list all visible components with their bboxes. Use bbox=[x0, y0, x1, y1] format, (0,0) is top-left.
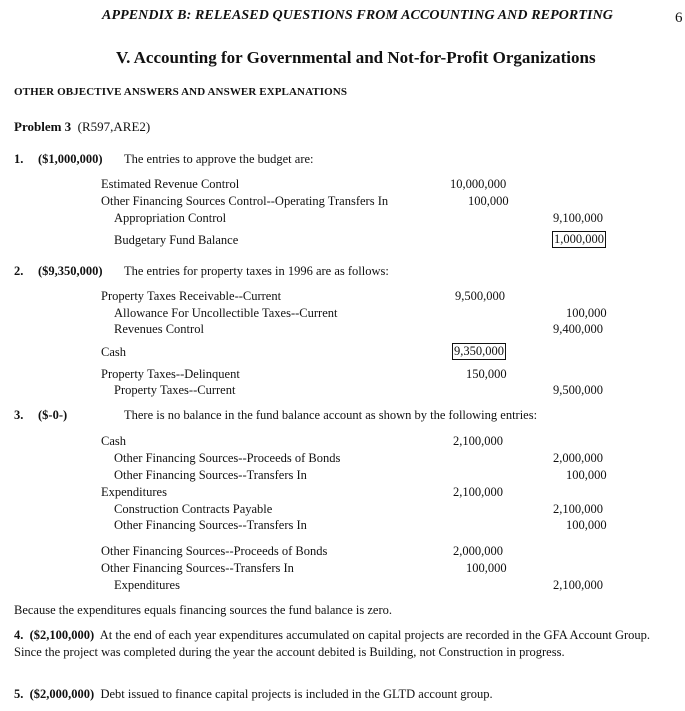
q2-entry-account: Property Taxes Receivable--Current bbox=[101, 289, 282, 303]
q1-entry-account: Other Financing Sources Control--Operating Transfers In bbox=[101, 194, 389, 208]
q3-entry-account: Expenditures bbox=[114, 578, 180, 592]
q4-number: 4. bbox=[14, 628, 24, 642]
running-header: APPENDIX B: RELEASED QUESTIONS FROM ACCOUNTING AND REPORTING bbox=[102, 8, 613, 23]
q3-entry-account: Other Financing Sources--Transfers In bbox=[101, 561, 294, 575]
q3-entry-account: Expenditures bbox=[101, 485, 167, 499]
q3-entry-credit: 100,000 bbox=[566, 468, 607, 482]
q3-entry-account: Other Financing Sources--Proceeds of Bonds bbox=[101, 544, 328, 558]
q1-number: 1. bbox=[14, 152, 24, 166]
q1-answer-box: 1,000,000 bbox=[554, 232, 604, 246]
q3-entry-account: Other Financing Sources--Transfers In bbox=[114, 468, 307, 482]
q2-entry-debit: 150,000 bbox=[466, 367, 507, 381]
q2-entry-credit: 9,400,000 bbox=[553, 322, 603, 336]
page-number: 6 bbox=[675, 10, 683, 26]
q3-intro: There is no balance in the fund balance account as shown by the following entries: bbox=[124, 408, 538, 422]
q1-entry-credit: 9,100,000 bbox=[553, 211, 603, 225]
q4-text: At the end of each year expenditures accumulated on capital projects are recorded in the GFA Account Group. Since the project was completed during the year the account debited is Building, not Construction in progress. bbox=[14, 628, 651, 659]
q1-entry-account: Appropriation Control bbox=[114, 211, 227, 225]
q3-entry-debit: 2,000,000 bbox=[453, 544, 503, 558]
q3-entry-debit: 100,000 bbox=[466, 561, 507, 575]
q3-entry-credit: 100,000 bbox=[566, 518, 607, 532]
q3-number: 3. bbox=[14, 408, 24, 422]
q2-entry-account: Property Taxes--Current bbox=[114, 383, 236, 397]
q3-entry-credit: 2,100,000 bbox=[553, 578, 603, 592]
q2-number: 2. bbox=[14, 264, 24, 278]
q1-intro: The entries to approve the budget are: bbox=[124, 152, 314, 166]
q2-answer-box: 9,350,000 bbox=[454, 344, 504, 358]
q2-entry-credit: 100,000 bbox=[566, 306, 607, 320]
q3-entry-account: Construction Contracts Payable bbox=[114, 502, 273, 516]
problem-label bbox=[14, 119, 150, 135]
page-title: V. Accounting for Governmental and Not-for-Profit Organizations bbox=[116, 48, 596, 67]
q1-entry-account: Budgetary Fund Balance bbox=[114, 233, 239, 247]
q2-entry-account: Revenues Control bbox=[114, 322, 204, 336]
q1-entry-account: Estimated Revenue Control bbox=[101, 177, 240, 191]
q2-entry-credit: 9,500,000 bbox=[553, 383, 603, 397]
problem-code: (R597,ARE2) bbox=[77, 119, 151, 134]
q3-entry-debit: 2,100,000 bbox=[453, 434, 503, 448]
q1-answer: ($1,000,000) bbox=[38, 152, 103, 166]
q4-answer: ($2,100,000) bbox=[29, 628, 95, 642]
section-heading: OTHER OBJECTIVE ANSWERS AND ANSWER EXPLANATIONS bbox=[14, 86, 348, 98]
q3-entry-account: Other Financing Sources--Proceeds of Bonds bbox=[114, 451, 341, 465]
q2-entry-account: Allowance For Uncollectible Taxes--Current bbox=[114, 306, 338, 320]
q3-entry-account: Other Financing Sources--Transfers In bbox=[114, 518, 307, 532]
q1-entry-debit: 100,000 bbox=[468, 194, 509, 208]
q2-entry-account: Property Taxes--Delinquent bbox=[101, 367, 240, 381]
q3-entry-debit: 2,100,000 bbox=[453, 485, 503, 499]
q3-entry-credit: 2,100,000 bbox=[553, 502, 603, 516]
q3-answer: ($-0-) bbox=[38, 408, 68, 422]
q5-answer: ($2,000,000) bbox=[29, 687, 95, 701]
problem-number: Problem 3 bbox=[14, 119, 72, 134]
q1-entry-debit: 10,000,000 bbox=[450, 177, 507, 191]
q3-entry-credit: 2,000,000 bbox=[553, 451, 603, 465]
q3-conclusion: Because the expenditures equals financing sources the fund balance is zero. bbox=[14, 603, 392, 617]
q2-entry-debit: 9,500,000 bbox=[455, 289, 505, 303]
q3-entry-account: Cash bbox=[101, 434, 126, 448]
q2-entry-account: Cash bbox=[101, 345, 126, 359]
q2-answer: ($9,350,000) bbox=[38, 264, 103, 278]
q4-paragraph bbox=[14, 627, 678, 661]
q2-intro: The entries for property taxes in 1996 are as follows: bbox=[124, 264, 389, 278]
q5-text: Debt issued to finance capital projects is included in the GLTD account group. bbox=[100, 687, 493, 701]
q5-number: 5. bbox=[14, 687, 24, 701]
q5-paragraph bbox=[14, 687, 493, 702]
